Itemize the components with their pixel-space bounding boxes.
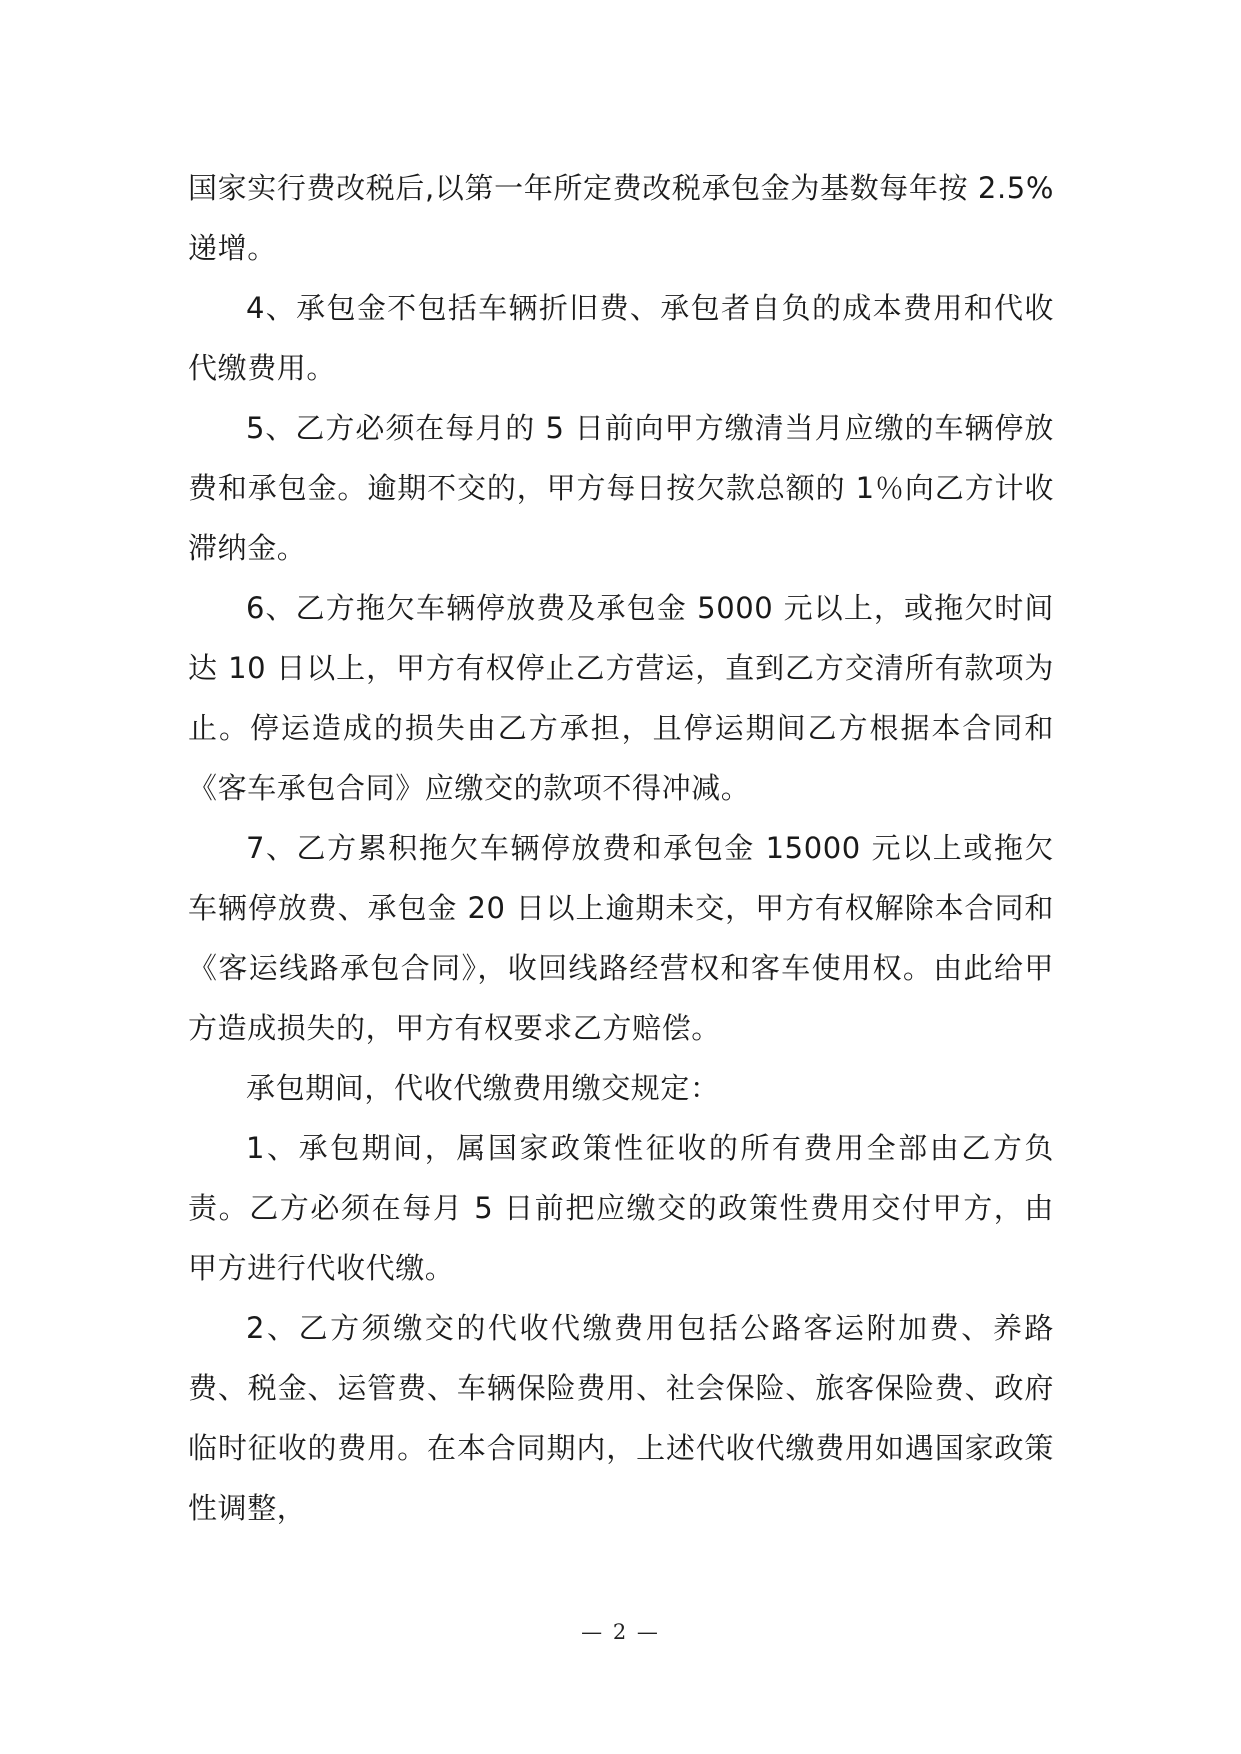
- paragraph-tax-reform: 国家实行费改税后,以第一年所定费改税承包金为基数每年按 2.5%递增。: [188, 171, 1054, 265]
- document-body: [188, 158, 1054, 1538]
- paragraph-rule-2: 2、乙方须缴交的代收代缴费用包括公路客运附加费、养路费、税金、运管费、车辆保险费用、社会保险、旅客保险费、政府临时征收的费用。在本合同期内，上述代收代缴费用如遇国家政策性调整，: [188, 1311, 1054, 1525]
- paragraph-section-heading: 承包期间，代收代缴费用缴交规定：: [246, 1071, 720, 1105]
- paragraph-rule-1: 1、承包期间，属国家政策性征收的所有费用全部由乙方负责。乙方必须在每月 5 日前把应缴交的政策性费用交付甲方，由甲方进行代收代缴。: [188, 1131, 1054, 1285]
- paragraph-clause-6: 6、乙方拖欠车辆停放费及承包金 5000 元以上，或拖欠时间达 10 日以上，甲方有权停止乙方营运，直到乙方交清所有款项为止。停运造成的损失由乙方承担，且停运期间乙方根据本合同和《客车承包合同》应缴交的款项不得冲减。: [188, 591, 1054, 805]
- paragraph-clause-5: 5、乙方必须在每月的 5 日前向甲方缴清当月应缴的车辆停放费和承包金。逾期不交的，甲方每日按欠款总额的 1％向乙方计收滞纳金。: [188, 411, 1054, 565]
- page-number: — 2 —: [581, 1620, 660, 1644]
- paragraph-clause-7: 7、乙方累积拖欠车辆停放费和承包金 15000 元以上或拖欠车辆停放费、承包金 20 日以上逾期未交，甲方有权解除本合同和《客运线路承包合同》，收回线路经营权和客车使用权。由此给甲方造成损失的，甲方有权要求乙方赔偿。: [188, 831, 1054, 1045]
- paragraph-clause-4: 4、承包金不包括车辆折旧费、承包者自负的成本费用和代收代缴费用。: [188, 291, 1054, 385]
